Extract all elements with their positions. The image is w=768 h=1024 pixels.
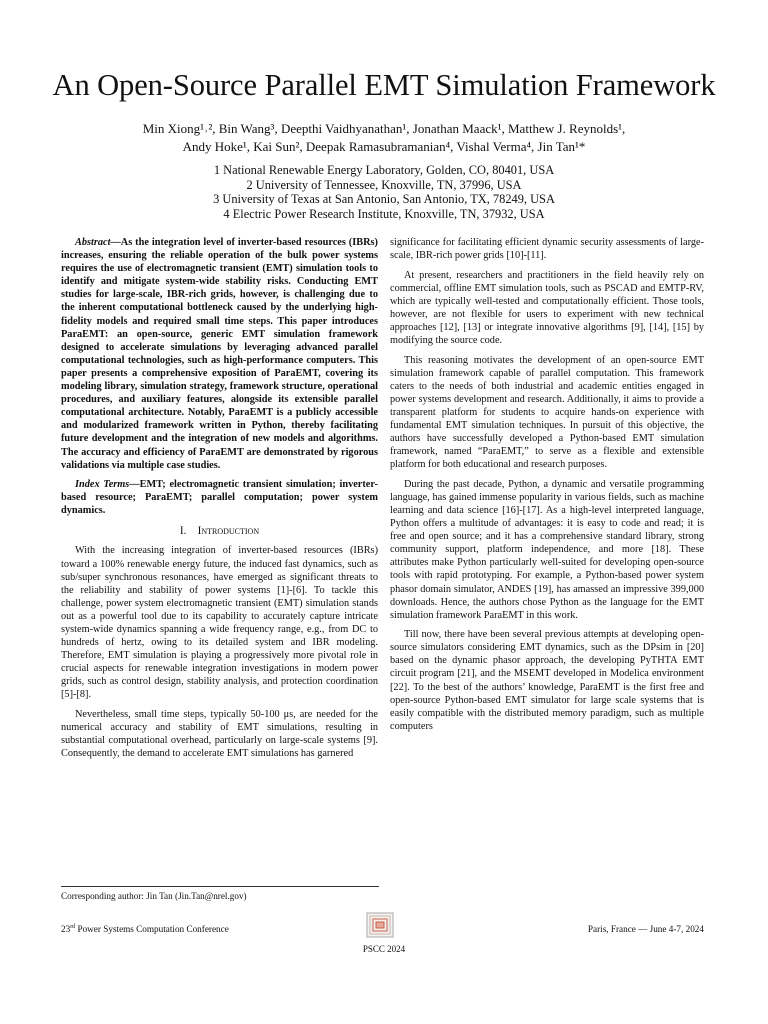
section-number: I. <box>179 525 187 538</box>
footnote-divider <box>61 886 379 887</box>
abstract <box>61 236 378 472</box>
left-column <box>61 236 378 767</box>
section-title: Introduction <box>197 525 260 538</box>
conference-number: 23 <box>61 924 71 935</box>
conference-name <box>61 924 229 934</box>
index-terms-text: —EMT; electromagnetic transient simulation; inverter-based resource; ParaEMT; parallel computation; power system dynamics. <box>61 479 378 517</box>
conference-title: Power Systems Computation Conference <box>75 924 229 935</box>
abstract-label: Abstract <box>75 237 111 248</box>
pscc-logo-icon <box>366 912 394 938</box>
affiliation: 3 University of Texas at San Antonio, San Antonio, TX, 78249, USA <box>213 192 555 207</box>
authors-line-2: Andy Hoke¹, Kai Sun², Deepak Ramasubramanian⁴, Vishal Verma⁴, Jin Tan¹* <box>182 139 586 154</box>
conference-location-date: Paris, France — June 4-7, 2024 <box>587 924 704 934</box>
paragraph: This reasoning motivates the development of an open-source EMT simulation framework capable of parallel computation. This framework caters to the needs of both industrial and academic entities engaged in power systems development and research. Additionally, it aims to provide a transparent platform for students to acquire hands-on experience with fundamental EMT simulation techniques. In pursuit of this objective, the authors have successfully developed a Python-based EMT simulation framework, named “ParaEMT,” to serve as a flexible and extensible platform for both educational and research purposes. <box>390 354 704 471</box>
section-heading <box>61 525 378 538</box>
paragraph: During the past decade, Python, a dynamic and versatile programming language, has gained immense popularity in various fields, such as machine learning and data science [16]-[17]. As a high-level interpreted language, Python offers a multitude of advantages: it is easy to code and read; it is free and open source; and it has a comprehensive standard library, strong community support, platform independence, and more [18]. These attributes make Python particularly well-suited for developing open-source tools with rapid prototyping. For example, a Python-based power system phasor domain simulator, ANDES [19], has amassed an impressive 399,000 downloads. Hence, the authors chose Python as the language for the EMT simulation framework ParaEMT in this work. <box>390 478 704 621</box>
abstract-text: —As the integration level of inverter-based resources (IBRs) increases, ensuring the reliable operation of the bulk power systems requires the use of electromagnetic transient (EMT) simulation tools to identify and mitigate system-wide stability risks. Conducting EMT studies for large-scale, IBR-rich grids, however, is challenging due to the inherent computational bottleneck caused by the underlying high-fidelity models and required small time steps. This paper introduces ParaEMT: an open-source, generic EMT simulation framework designed to accelerate simulations by leveraging advanced parallel computational technologies, such as high-performance computers. This paper presents a comprehensive exposition of ParaEMT, covering its modeling library, simulation strategy, framework structure, operational procedures, and auxiliary features, alongside its extensible parallel computational architecture. Notably, ParaEMT is a publicly accessible and modularized framework written in Python, thereby facilitating future development and the integration of new models and algorithms. The accuracy and efficiency of ParaEMT are demonstrated by rigorous validations via multiple case studies. <box>61 237 378 471</box>
paragraph: significance for facilitating efficient dynamic security assessments of large-scale, IBR-rich power grids [10]-[11]. <box>390 237 704 262</box>
corresponding-author-footnote: Corresponding author: Jin Tan (Jin.Tan@nrel.gov) <box>61 891 247 901</box>
author-list <box>40 120 728 156</box>
paper-title: An Open-Source Parallel EMT Simulation Framework <box>52 68 716 102</box>
paragraph: With the increasing integration of inverter-based resources (IBRs) toward a 100% renewable energy future, the induced fast dynamics, such as sub/super synchronous resonances, have emerged as significant threats to the reliability and stability of power systems [1]-[6]. To tackle this challenge, power system electromagnetic transient (EMT) simulation stands out as a powerful tool due to its capability to accurately capture intricate system-wide dynamics spanning a wide frequency range, e.g., from DC to hundreds of hertz, owing to its detailed system and IBR modeling. Therefore, EMT simulation is playing a progressively more pivotal role in crucial aspects for renewable integration investigations in modern power grids, such as control design, stability analysis, and protection coordination [5]-[8]. <box>61 545 378 701</box>
paragraph: Nevertheless, small time steps, typically 50-100 μs, are needed for the numerical accuracy and stability of EMT simulations, resulting in substantial computational overhead, particularly on large-scale systems [9]. Consequently, the demand to accelerate EMT simulations has garnered <box>61 708 378 760</box>
affiliation: 4 Electric Power Research Institute, Knoxville, TN, 37932, USA <box>223 206 545 221</box>
affiliation: 2 University of Tennessee, Knoxville, TN, 37996, USA <box>246 177 522 192</box>
affiliation: 1 National Renewable Energy Laboratory, Golden, CO, 80401, USA <box>213 163 555 177</box>
index-terms <box>61 478 378 517</box>
affiliations <box>40 163 728 221</box>
conference-ordinal: rd <box>70 924 76 930</box>
pscc-label: PSCC 2024 <box>362 944 406 954</box>
paragraph: At present, researchers and practitioners in the field heavily rely on commercial, offline EMT simulation tools, such as PSCAD and EMTP-RV, which are typically well-tested and computationally efficient. Those tools, however, are not flexible for users to experiment with new technical approaches [12], [13] or integrate innovative algorithms [9], [14], [15] by modifying the source code. <box>390 269 704 347</box>
index-terms-label: Index Terms <box>75 479 130 491</box>
right-column <box>390 236 704 739</box>
authors-line-1: Min Xiong¹˒², Bin Wang³, Deepthi Vaidhyanathan¹, Jonathan Maack¹, Matthew J. Reynolds¹, <box>142 121 626 136</box>
paragraph: Till now, there have been several previous attempts at developing open-source simulators considering EMT dynamics, such as the DPsim in [20] based on the dynamic phasor approach, the developing PyTHTA EMT circuit program [21], and the MSEMT developed in Modelica environment [22]. To the best of the authors’ knowledge, ParaEMT is the first free and open-source Python-based EMT simulator for large scale systems that is easily compatible with the distributed memory paradigm, such as multiple computers <box>390 629 704 732</box>
